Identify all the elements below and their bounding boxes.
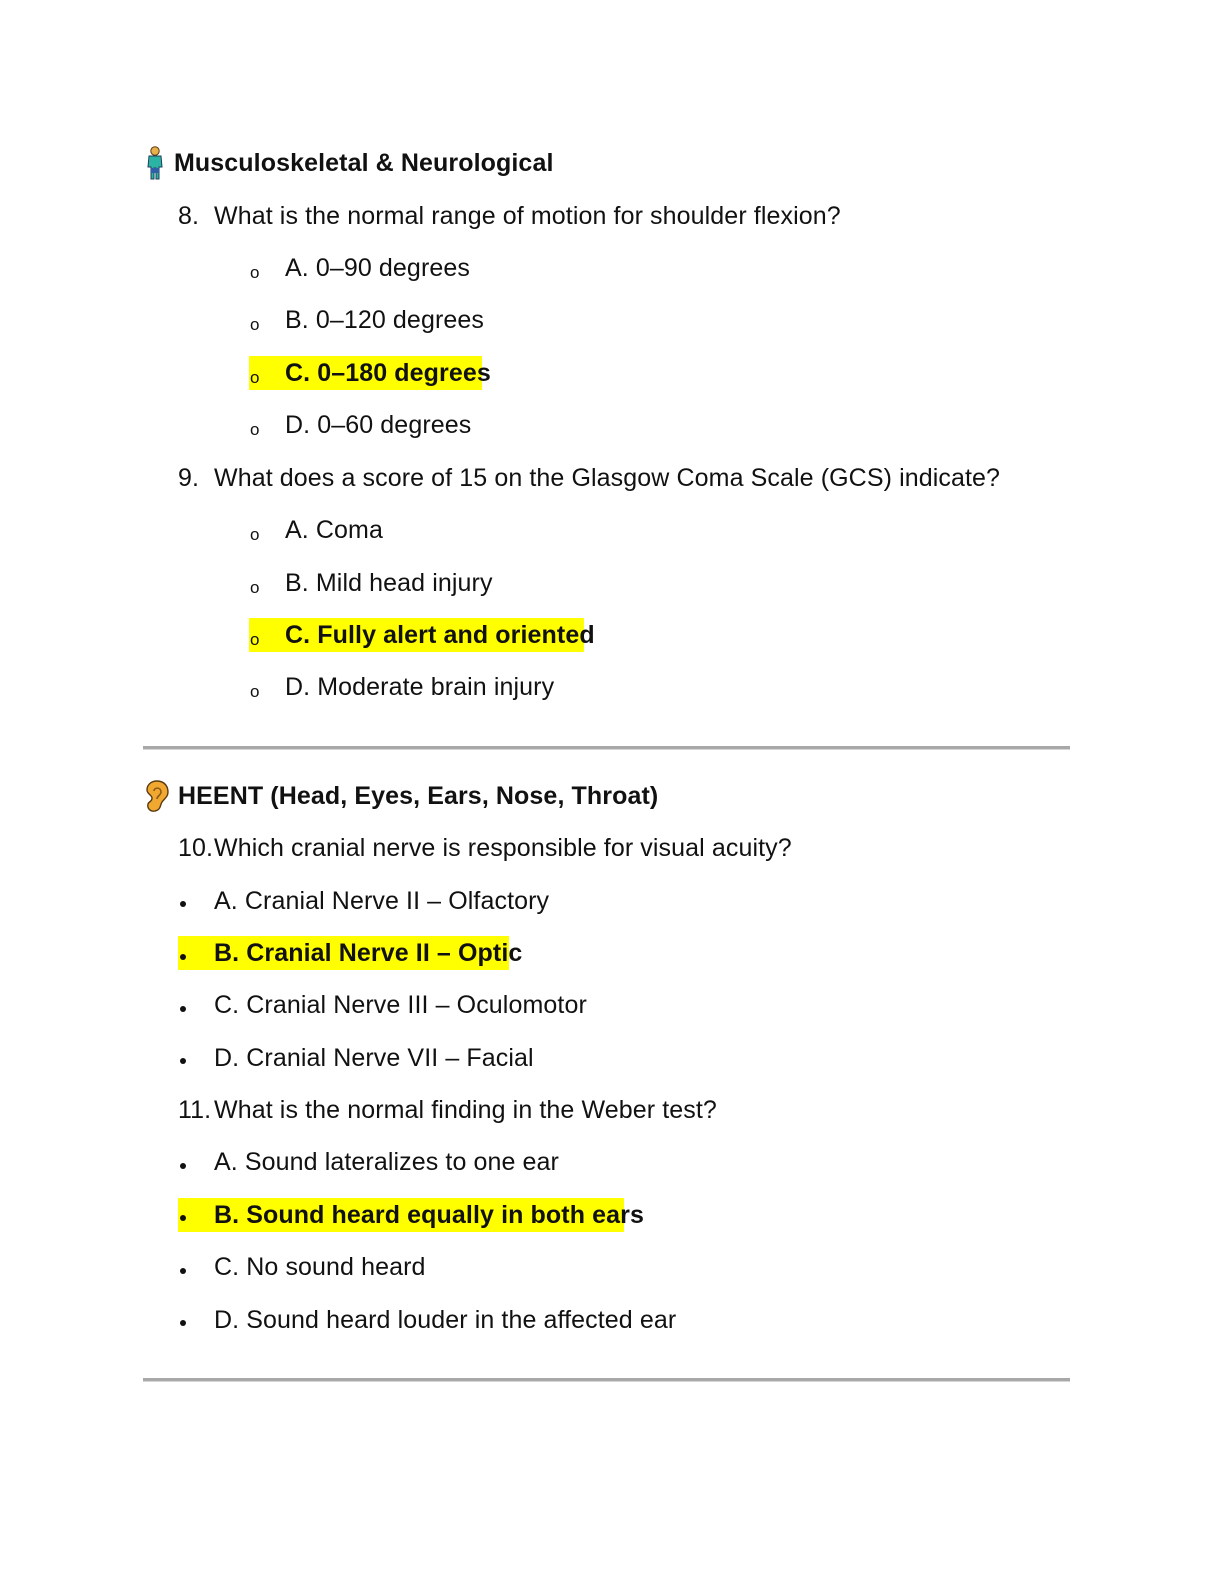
option-marker: o [250, 525, 260, 544]
q9-option-d: D. Moderate brain injury [285, 673, 555, 701]
q11-option-a: A. Sound lateralizes to one ear [214, 1148, 559, 1176]
q8-option-d: D. 0–60 degrees [285, 411, 472, 439]
horizontal-divider [143, 1378, 1070, 1382]
bullet [180, 1320, 186, 1326]
q11-option-d: D. Sound heard louder in the affected ear [214, 1306, 677, 1334]
bullet [180, 1268, 186, 1274]
question-number-10: 10. [178, 834, 214, 862]
q8-option-c-correct: C. 0–180 degrees [285, 359, 491, 387]
q8-option-a: A. 0–90 degrees [285, 254, 470, 282]
q11-option-c: C. No sound heard [214, 1253, 426, 1281]
section-title-musculoskeletal: Musculoskeletal & Neurological [174, 149, 554, 177]
question-9-text: What does a score of 15 on the Glasgow Coma Scale (GCS) indicate? [214, 464, 1001, 492]
question-10-text: Which cranial nerve is responsible for visual acuity? [214, 834, 792, 862]
ear-icon [144, 779, 170, 813]
bullet [180, 954, 186, 960]
bullet [180, 901, 186, 907]
q9-option-b: B. Mild head injury [285, 569, 493, 597]
q10-option-c: C. Cranial Nerve III – Oculomotor [214, 991, 587, 1019]
option-marker: o [250, 420, 260, 439]
bullet [180, 1215, 186, 1221]
question-11-text: What is the normal finding in the Weber test? [214, 1096, 717, 1124]
question-number-9: 9. [178, 464, 200, 492]
horizontal-divider [143, 746, 1070, 750]
q9-option-a: A. Coma [285, 516, 383, 544]
q11-option-b-correct: B. Sound heard equally in both ears [214, 1201, 644, 1229]
option-marker: o [250, 315, 260, 334]
q9-option-c-correct: C. Fully alert and oriented [285, 621, 595, 649]
q8-option-b: B. 0–120 degrees [285, 306, 484, 334]
question-number-11: 11. [178, 1096, 212, 1124]
person-standing-icon [145, 146, 165, 180]
q10-option-b-correct: B. Cranial Nerve II – Optic [214, 939, 523, 967]
question-8-text: What is the normal range of motion for shoulder flexion? [214, 202, 841, 230]
option-marker: o [250, 368, 260, 387]
q10-option-d: D. Cranial Nerve VII – Facial [214, 1044, 534, 1072]
section-title-heent: HEENT (Head, Eyes, Ears, Nose, Throat) [178, 782, 659, 810]
bullet [180, 1163, 186, 1169]
option-marker: o [250, 682, 260, 701]
question-number-8: 8. [178, 202, 200, 230]
option-marker: o [250, 578, 260, 597]
option-marker: o [250, 630, 260, 649]
option-marker: o [250, 263, 260, 282]
bullet [180, 1006, 186, 1012]
bullet [180, 1058, 186, 1064]
q10-option-a: A. Cranial Nerve II – Olfactory [214, 887, 550, 915]
